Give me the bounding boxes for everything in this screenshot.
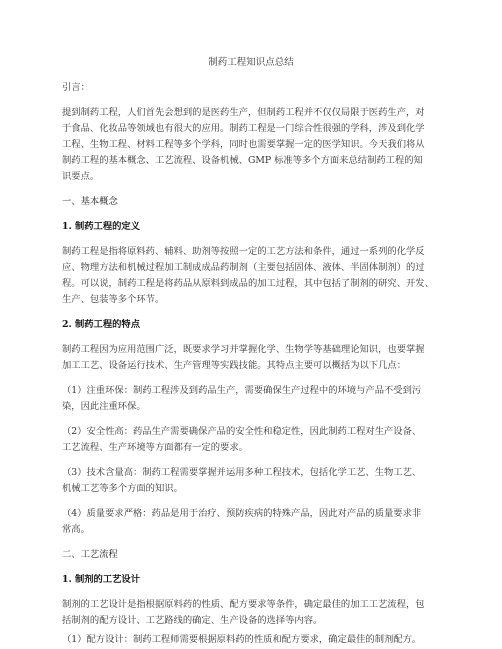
paragraph-line: 制药工程是指将原料药、辅料、助剂等按照一定的工艺方法和条件，通过一系列的化学反: [62, 246, 425, 257]
list-item-continued: 常高。: [62, 524, 90, 535]
document-title: 制药工程知识点总结: [208, 57, 294, 68]
paragraph-line: 制药工程因为应用范围广泛，既要求学习并掌握化学、生物学等基础理论知识，也要掌握: [62, 344, 425, 355]
list-item: （3）技术含量高：制药工程需要掌握并运用多种工程技术，包括化学工艺、生物工艺、: [62, 467, 422, 478]
section-heading: 一、基本概念: [62, 196, 118, 207]
paragraph-line: 工程、生物工程、材料工程等多个学科，同时也需要掌握一定的医学知识。今天我们将从: [62, 139, 425, 150]
list-item: （1）注重环保：制药工程涉及到药品生产，需要确保生产过程中的环境与产品不受到污: [62, 385, 422, 396]
paragraph-line: 生产、包装等多个环节。: [62, 294, 165, 305]
list-item: （1）配方设计：制药工程师需要根据原料药的性质和配方要求，确定最佳的制剂配方。: [62, 634, 422, 645]
paragraph-line: 制药工程的基本概念、工艺流程、设备机械、GMP 标准等多个方面来总结制药工程的知: [62, 155, 423, 166]
paragraph-line: 于食品、化妆品等领域也有很大的应用。制药工程是一门综合性很强的学科，涉及到化学: [62, 123, 425, 134]
section-heading: 二、工艺流程: [62, 549, 118, 560]
subsection-heading: 1. 制剂的工艺设计: [62, 574, 141, 585]
list-item: （4）质量要求严格：药品是用于治疗、预防疾病的特殊产品，因此对产品的质量要求非: [62, 508, 422, 519]
list-item-continued: 机械工艺等多个方面的知识。: [62, 483, 183, 494]
paragraph-line: 程。可以说，制药工程是将药品从原料到成品的加工过程，其中包括了制剂的研究、开发、: [62, 278, 434, 289]
paragraph-line: 括制剂的配方设计、工艺路线的确定、生产设备的选择等内容。: [62, 615, 323, 626]
intro-label: 引言：: [62, 82, 90, 93]
paragraph-line: 加工工艺、设备运行技术、生产管理等实践技能。其特点主要可以概括为以下几点：: [62, 360, 406, 371]
paragraph-line: 识要点。: [62, 171, 100, 182]
subsection-heading: 2. 制药工程的特点: [62, 319, 141, 330]
list-item: （2）安全性高：药品生产需要确保产品的安全性和稳定性，因此制药工程对生产设备、: [62, 426, 422, 437]
list-item-continued: 染，因此注重环保。: [62, 401, 146, 412]
list-item-continued: 工艺流程、生产环境等方面都有一定的要求。: [62, 442, 248, 453]
paragraph-line: 制剂的工艺设计是指根据原料药的性质、配方要求等条件，确定最佳的加工工艺流程，包: [62, 599, 425, 610]
paragraph-line: 应、物理方法和机械过程加工制成成品药制剂（主要包括固体、液体、半固体制剂）的过: [62, 262, 425, 273]
subsection-heading: 1. 制药工程的定义: [62, 221, 141, 232]
paragraph-line: 提到制药工程，人们首先会想到的是医药生产，但制药工程并不仅仅局限于医药生产，对: [62, 107, 425, 118]
